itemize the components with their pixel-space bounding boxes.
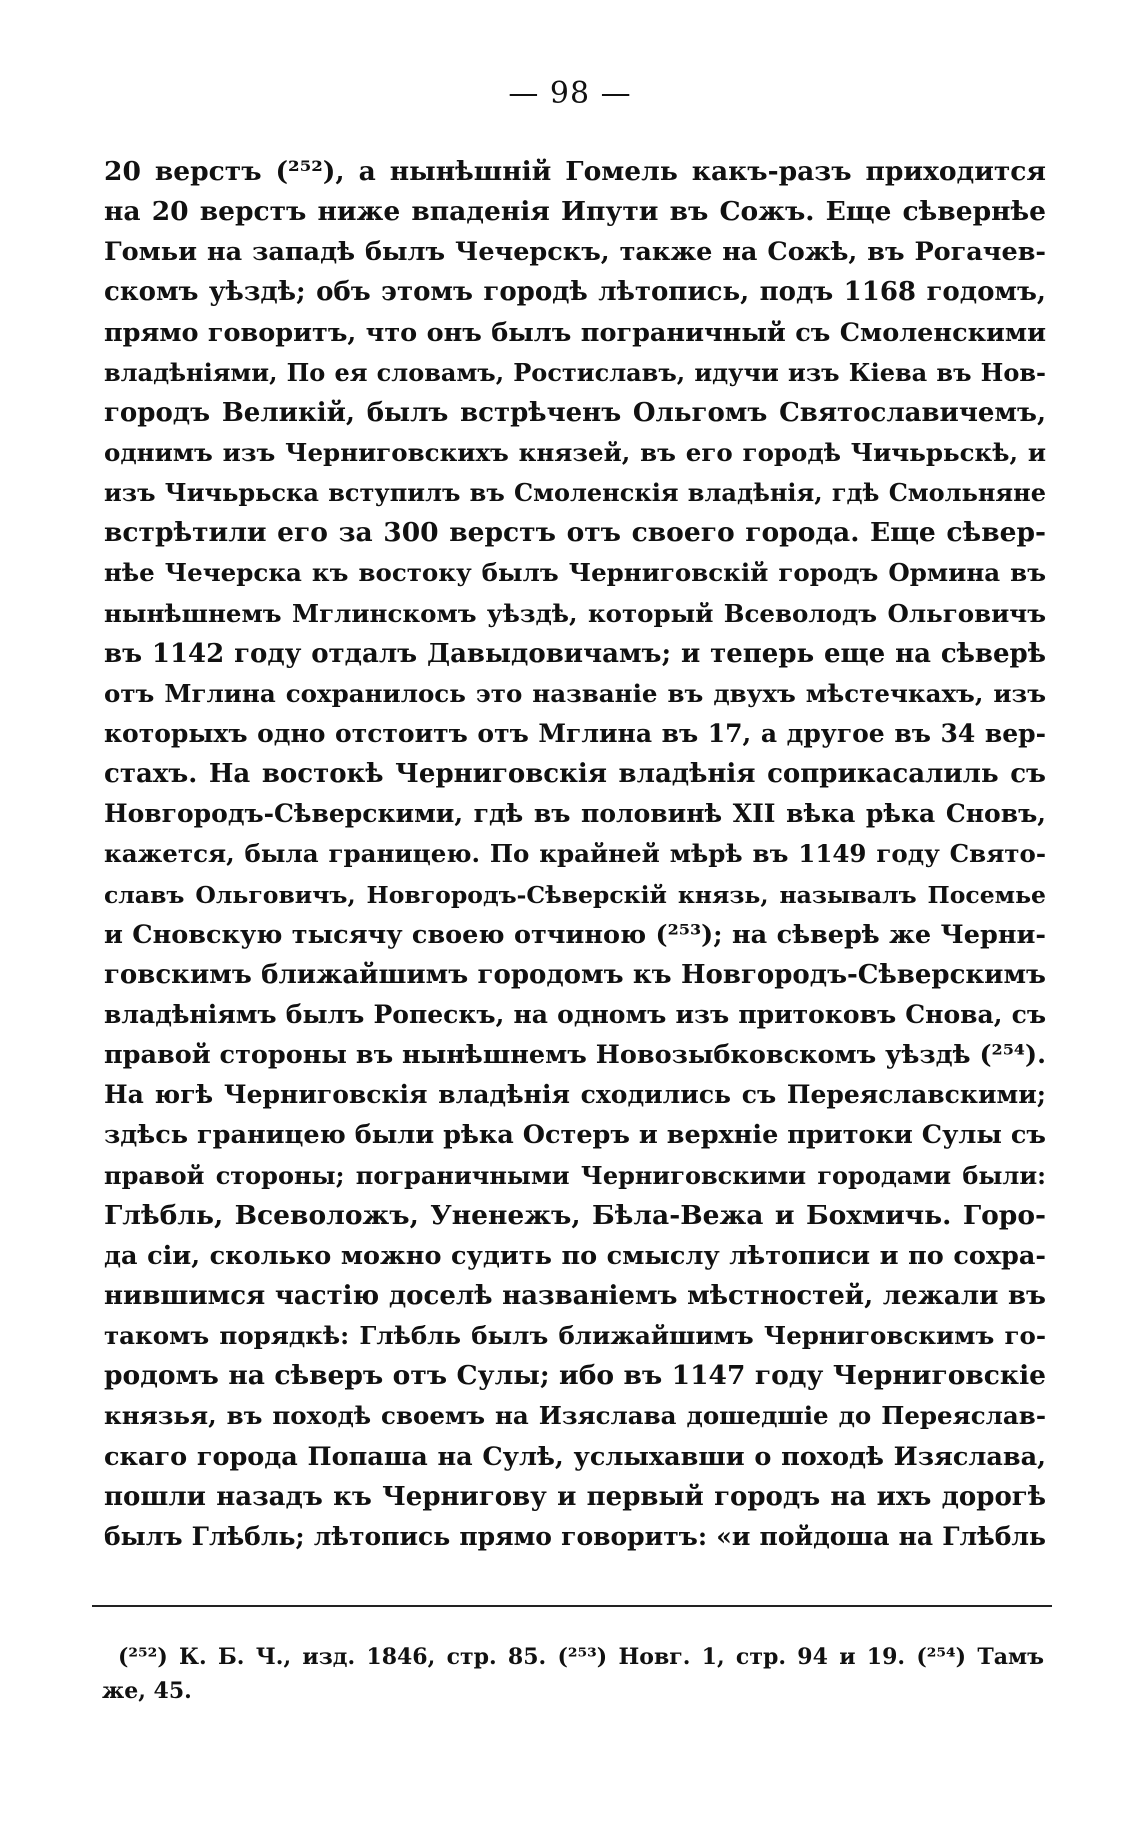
footnotes — [102, 1640, 1044, 1708]
footnote-divider — [92, 1605, 1052, 1607]
text-line: правой стороны; пограничными Черниговскими городами были: — [104, 1160, 1046, 1190]
text-line: городъ Великій, былъ встрѣченъ Ольгомъ Святославичемъ, — [104, 397, 1046, 428]
text-line: 20 верстъ (²⁵²), а нынѣшній Гомель какъ-разъ приходится — [104, 156, 1046, 187]
text-line: нѣе Чечерска къ востоку былъ Черниговскій городъ Ормина въ — [104, 558, 1046, 588]
text-line: Новгородъ-Сѣверскими, гдѣ въ половинѣ XII вѣка рѣка Сновъ, — [104, 799, 1046, 829]
footnote-line: же, 45. — [102, 1678, 192, 1704]
text-line: скаго города Попаша на Сулѣ, услыхавши о походѣ Изяслава, — [104, 1441, 1046, 1472]
text-line: на 20 верстъ ниже впаденія Ипути въ Сожъ. Еще сѣвернѣе — [104, 196, 1046, 228]
text-line: кажется, была границею. По крайней мѣрѣ въ 1149 году Свято- — [104, 839, 1046, 869]
text-line: владѣніямъ былъ Ропескъ, на одномъ изъ притоковъ Снова, съ — [104, 999, 1046, 1029]
text-line: въ 1142 году отдалъ Давыдовичамъ; и теперь еще на сѣверѣ — [104, 638, 1046, 669]
text-line: князья, въ походѣ своемъ на Изяслава дошедшіе до Переяслав- — [104, 1401, 1046, 1431]
main-text — [104, 152, 1046, 1557]
text-line: стахъ. На востокѣ Черниговскія владѣнія соприкасалиль съ — [104, 759, 1046, 790]
text-line: однимъ изъ Черниговскихъ князей, въ его городѣ Чичьрьскѣ, и — [104, 437, 1046, 467]
text-line: владѣніями, По ея словамъ, Ростиславъ, идучи изъ Кіева въ Нов- — [104, 357, 1046, 387]
text-line: встрѣтили его за 300 верстъ отъ своего города. Еще сѣвер- — [104, 517, 1046, 549]
footnote-line: (²⁵²) К. Б. Ч., изд. 1846, стр. 85. (²⁵³) Новг. 1, стр. 94 и 19. (²⁵⁴) Тамъ — [118, 1644, 1044, 1670]
text-line: отъ Мглина сохранилось это названіе въ двухъ мѣстечкахъ, изъ — [104, 678, 1046, 708]
text-line: изъ Чичьрьска вступилъ въ Смоленскія владѣнія, гдѣ Смольняне — [104, 478, 1046, 508]
text-line: правой стороны въ нынѣшнемъ Новозыбковскомъ уѣздѣ (²⁵⁴). — [104, 1040, 1046, 1071]
text-line: да сіи, сколько можно судить по смыслу лѣтописи и по сохра- — [104, 1240, 1046, 1271]
text-line: Глѣбль, Всеволожъ, Уненежъ, Бѣла-Вежа и Бохмичь. Горо- — [104, 1199, 1046, 1231]
text-line: которыхъ одно отстоитъ отъ Мглина въ 17, а другое въ 34 вер- — [104, 718, 1046, 748]
text-line: говскимъ ближайшимъ городомъ къ Новгородъ-Сѣверскимъ — [104, 959, 1046, 990]
text-line: Гомьи на западѣ былъ Чечерскъ, также на Сожѣ, въ Рогачев- — [104, 237, 1046, 268]
text-line: На югѣ Черниговскія владѣнія сходились съ Переяславскими; — [104, 1080, 1046, 1110]
text-line: нившимся частію доселѣ названіемъ мѣстностей, лежали въ — [104, 1280, 1046, 1311]
text-line: былъ Глѣбль; лѣтопись прямо говоритъ: «и пойдоша на Глѣбль — [104, 1521, 1046, 1551]
text-line: скомъ уѣздѣ; объ этомъ городѣ лѣтопись, подъ 1168 годомъ, — [104, 277, 1046, 308]
text-line: здѣсь границею были рѣка Остеръ и верхніе притоки Сулы съ — [104, 1120, 1046, 1151]
text-line: и Сновскую тысячу своею отчиною (²⁵³); на сѣверѣ же Черни- — [104, 919, 1046, 950]
text-line: такомъ порядкѣ: Глѣбль былъ ближайшимъ Черниговскимъ го- — [104, 1321, 1046, 1351]
text-line: нынѣшнемъ Мглинскомъ уѣздѣ, который Всеволодъ Ольговичъ — [104, 598, 1046, 628]
text-line: прямо говоритъ, что онъ былъ пограничный съ Смоленскими — [104, 317, 1046, 348]
text-line: славъ Ольговичъ, Новгородъ-Сѣверскій князь, называлъ Посемье — [104, 880, 1046, 909]
text-line: пошли назадъ къ Чернигову и первый городъ на ихъ дорогѣ — [104, 1481, 1046, 1512]
page-number: — 98 — — [508, 76, 632, 111]
text-line: родомъ на сѣверъ отъ Сулы; ибо въ 1147 году Черниговскіе — [104, 1360, 1046, 1392]
